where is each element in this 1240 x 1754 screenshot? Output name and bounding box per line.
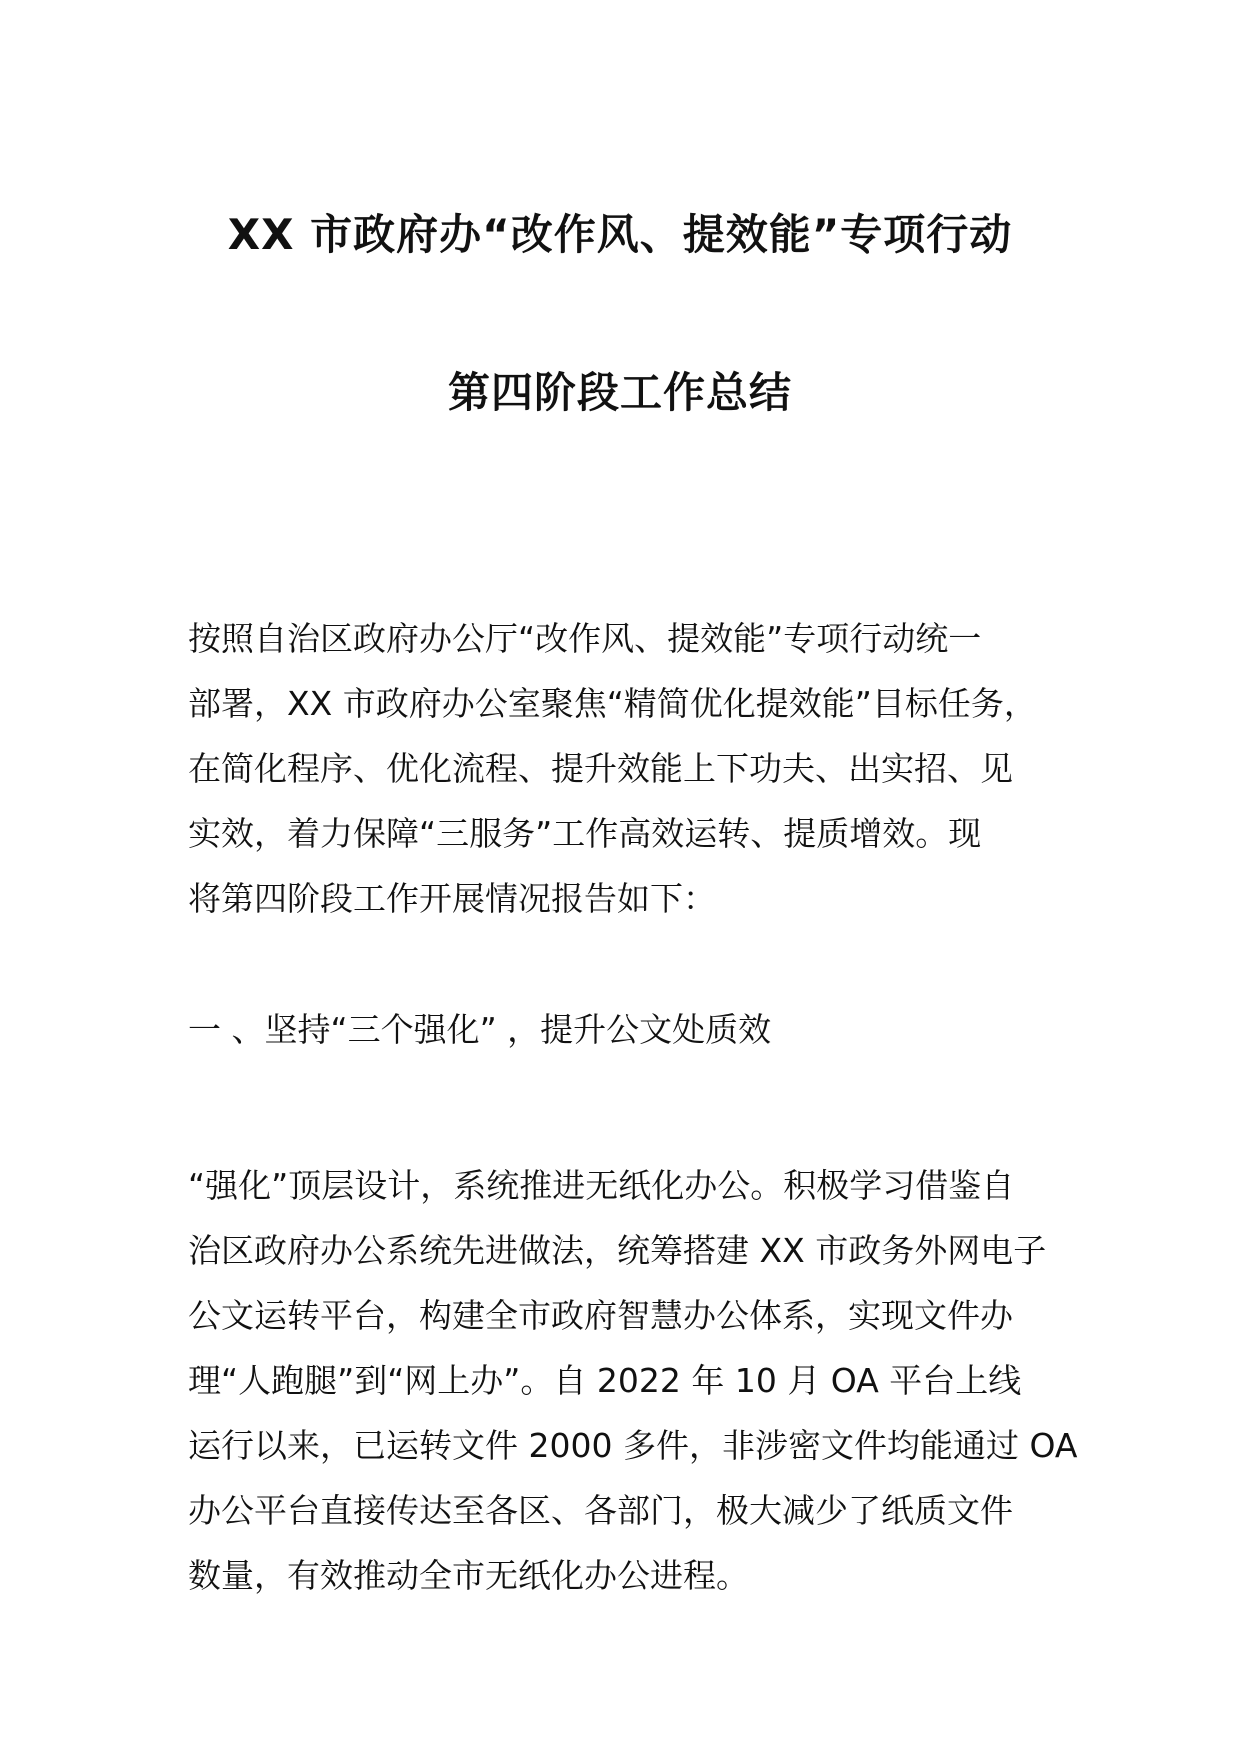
intro-line: 部署，XX 市政府办公室聚焦“精简优化提效能”目标任务， [188,684,1037,723]
intro-line: 实效，着力保障“三服务”工作高效运转、提质增效。现 [188,814,982,853]
intro-line: 将第四阶段工作开展情况报告如下： [188,879,716,918]
intro-line: 在简化程序、优化流程、提升效能上下功夫、出实招、见 [188,749,1013,788]
section-heading-text: 一 、坚持“三个强化” ，提升公文处质效 [188,1010,772,1049]
intro-paragraph [188,606,1088,931]
section-heading [188,997,1088,1062]
body-line: 理“人跑腿”到“网上办”。自 2022 年 10 月 OA 平台上线 [188,1361,1022,1400]
body-line: 办公平台直接传达至各区、各部门，极大减少了纸质文件 [188,1491,1013,1530]
section-body-paragraph [188,1153,1088,1608]
document-title-line-2: 第四阶段工作总结 [447,368,792,417]
document-title-line-1: XX 市政府办“改作风、提效能”专项行动 [227,210,1013,259]
intro-line: 按照自治区政府办公厅“改作风、提效能”专项行动统一 [188,619,982,658]
body-line: 公文运转平台，构建全市政府智慧办公体系，实现文件办 [188,1296,1013,1335]
body-line: 治区政府办公系统先进做法，统筹搭建 XX 市政务外网电子 [188,1231,1047,1270]
body-line: 数量，有效推动全市无纸化办公进程。 [188,1556,749,1595]
body-line: “强化”顶层设计，系统推进无纸化办公。积极学习借鉴自 [188,1166,1015,1205]
body-line: 运行以来，已运转文件 2000 多件，非涉密文件均能通过 OA [188,1426,1078,1465]
